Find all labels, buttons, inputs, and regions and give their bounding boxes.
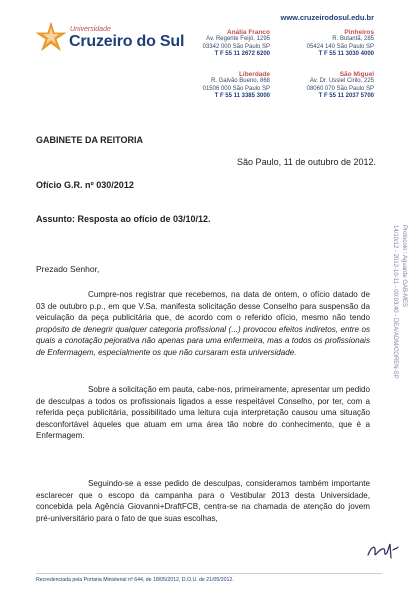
campus-zip-city: 01506 000 São Paulo SP [202,85,270,92]
letter-reference: Ofício G.R. nº 030/2012 [36,180,134,190]
stamp-line-2: 14/10/12 - 2012-10-11 - 00:03:40 - DEA/ADM/COREN-SP [392,225,398,379]
protocol-stamp [390,225,408,379]
campus-name: Liberdade [238,71,270,78]
campus-name: Pinheiros [344,29,374,36]
paragraph-3: Seguindo-se a esse pedido de desculpas, consideramos também importante esclarecer que o escopo da campanha para o Vestibular 2013 desta Universidade, concebida pela Agência Giovanni+DraftFCB, centra-se na chamada de atenção do jovem pré-universitário para o fato de que suas escolhas, [36,479,370,523]
campus-zip-city: 03342 000 São Paulo SP [202,43,270,50]
letter-subject: Assunto: Resposta ao ofício de 03/10/12. [36,214,211,224]
initials-signature [366,541,400,561]
campus-zip-city: 08060 070 São Paulo SP [306,85,374,92]
star-logo-icon [36,22,66,52]
campus-street: Av. Dr. Ussiel Cirilo, 225 [309,78,374,85]
university-logo [36,22,185,62]
campus-phone: T F 55 11 3385 3000 [214,93,270,100]
campus-address-pinheiros [254,29,374,59]
stamp-line-1: Protocolo : Aguarde GAB-MES [401,225,407,308]
logo-brand-name: Cruzeiro do Sul [69,33,185,50]
logo-university-label: Universidade [70,26,111,33]
campus-address-analia-franco [150,29,270,59]
campus-address-liberdade [150,71,270,101]
website-link[interactable]: www.cruzeirodosul.edu.br [280,13,374,22]
campus-street: R. Butantã, 285 [332,36,374,43]
campus-phone: T F 55 11 2037 5700 [318,93,374,100]
campus-street: R. Galvão Bueno, 868 [210,78,270,85]
campus-zip-city: 05424 140 São Paulo SP [306,43,374,50]
campus-phone: T F 55 11 3030 4000 [318,51,374,58]
paragraph-1 [36,289,370,359]
letter-date: São Paulo, 11 de outubro de 2012. [237,157,376,167]
campus-address-sao-miguel [254,71,374,101]
paragraph-1-text: Cumpre-nos registrar que recebemos, na data de ontem, o ofício datado de 03 de outubro p.p., em que V.Sa. manifesta solicitação desse Conselho para suspensão da veiculação da peça publicitária que, de acordo com o referido ofício, mesmo não tendo [36,290,370,323]
campus-street: Av. Regente Feijó, 1295 [206,36,270,43]
campus-name: Anália Franco [227,29,270,36]
campus-phone: T F 55 11 2672 6200 [214,51,270,58]
paragraph-1-quote: propósito de denegrir qualquer categoria profissional (...) provocou efeitos indiretos, entre os quais a conotação pejorativa não apenas para uma enfermeira, mas a todos os profissionais de Enfermagem, especialmente os que não cursaram esta universidade. [36,324,370,357]
campus-name: São Miguel [339,71,374,78]
paragraph-2: Sobre a solicitação em pauta, cabe-nos, primeiramente, apresentar um pedido de desculpas a todos os profissionais ligados a esse respeitável Conselho, por ter, com a referida peça publicitária, possibilitado uma leitura cuja interpretação causou uma situação desconfortável àqueles que atuam em uma área tão nobre do conhecimento, que é a Enfermagem. [36,385,370,441]
salutation: Prezado Senhor, [36,264,100,274]
footer-accreditation: Recredenciada pela Portaria Ministerial nº 644, de 18/05/2012, D.O.U. de 21/05/2012. [36,577,234,583]
footer-divider [36,573,382,574]
department-heading: GABINETE DA REITORIA [36,135,144,145]
